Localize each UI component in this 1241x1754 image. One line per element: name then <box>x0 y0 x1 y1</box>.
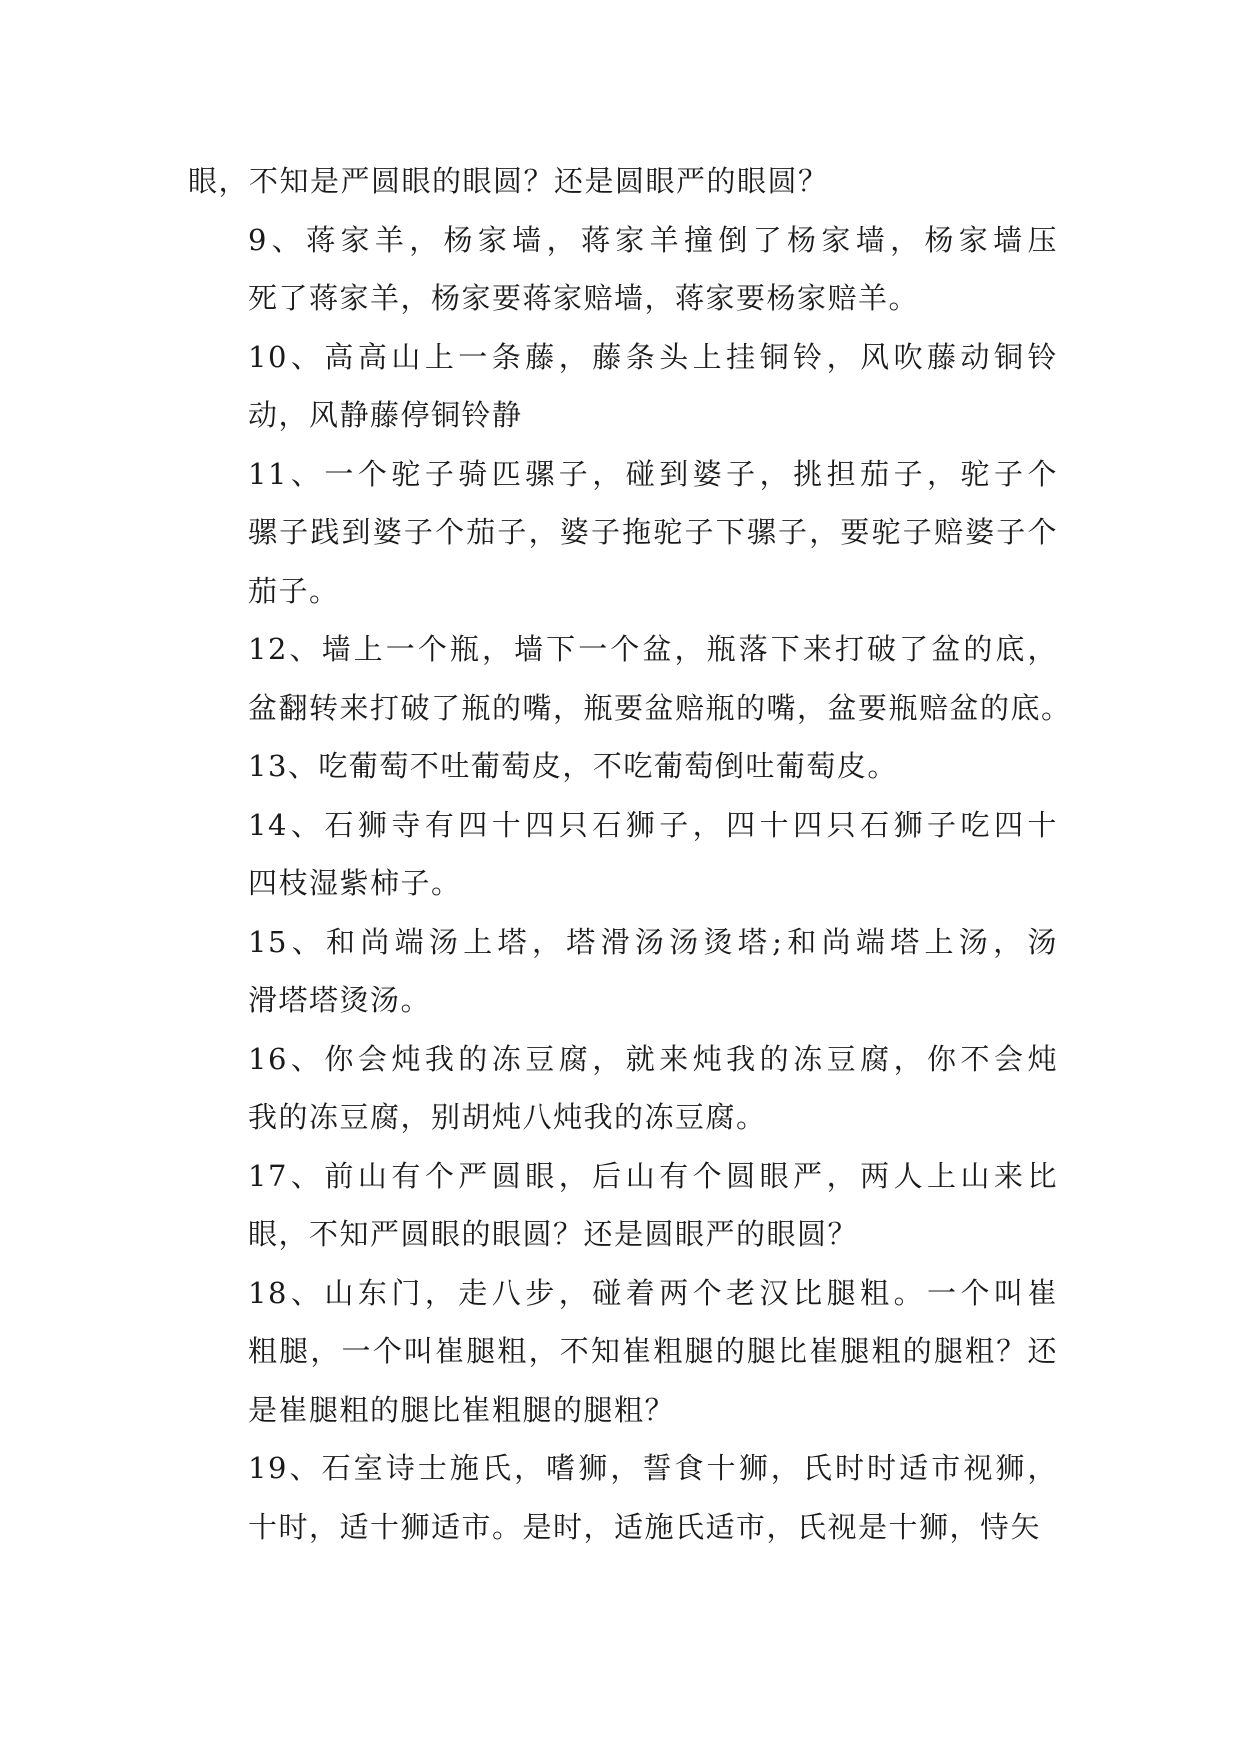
text-line: 滑塔塔烫汤。 <box>248 983 432 1017</box>
text-line: 12、墙上一个瓶，墙下一个盆，瓶落下来打破了盆的底， <box>248 632 1058 666</box>
paragraph <box>188 913 1058 1030</box>
text-line: 9、蒋家羊，杨家墙，蒋家羊撞倒了杨家墙，杨家墙压 <box>248 222 1058 257</box>
paragraph <box>188 737 1058 796</box>
text-line: 眼，不知是严圆眼的眼圆？还是圆眼严的眼圆？ <box>188 164 829 198</box>
text-line: 骡子践到婆子个茄子，婆子拖驼子下骡子，要驼子赔婆子个 <box>248 515 1058 549</box>
text-line: 我的冻豆腐，别胡炖八炖我的冻豆腐。 <box>248 1100 767 1134</box>
text-line: 死了蒋家羊，杨家要蒋家赔墙，蒋家要杨家赔羊。 <box>248 281 920 315</box>
document-body <box>188 152 1072 1556</box>
paragraph <box>188 1264 1058 1440</box>
text-line: 十时，适十狮适市。是时，适施氏适市，氏视是十狮，恃矢 <box>248 1509 1042 1544</box>
text-line: 茄子。 <box>248 573 340 608</box>
text-line: 10、高高山上一条藤，藤条头上挂铜铃，风吹藤动铜铃 <box>248 339 1058 374</box>
text-line: 是崔腿粗的腿比崔粗腿的腿粗？ <box>248 1392 676 1427</box>
text-line: 19、石室诗士施氏，嗜狮，誓食十狮，氏时时适市视狮， <box>248 1451 1058 1485</box>
paragraph <box>188 445 1058 621</box>
text-line: 13、吃葡萄不吐葡萄皮，不吃葡萄倒吐葡萄皮。 <box>248 749 898 783</box>
text-line: 15、和尚端汤上塔，塔滑汤汤烫塔;和尚端塔上汤，汤 <box>248 924 1058 959</box>
paragraph <box>188 1439 1058 1556</box>
text-line: 四枝湿紫柿子。 <box>248 866 462 900</box>
text-line: 粗腿，一个叫崔腿粗，不知崔粗腿的腿比崔腿粗的腿粗？还 <box>248 1334 1058 1368</box>
paragraph <box>188 1030 1058 1147</box>
text-line: 眼，不知严圆眼的眼圆？还是圆眼严的眼圆？ <box>248 1217 859 1251</box>
text-line: 动，风静藤停铜铃静 <box>248 398 523 432</box>
text-line: 17、前山有个严圆眼，后山有个圆眼严，两人上山来比 <box>248 1158 1058 1193</box>
paragraph <box>188 211 1058 328</box>
text-line: 11、一个驼子骑匹骡子，碰到婆子，挑担茄子，驼子个 <box>248 456 1058 491</box>
paragraph <box>188 796 1058 913</box>
paragraph <box>188 620 1072 737</box>
text-line: 14、石狮寺有四十四只石狮子，四十四只石狮子吃四十 <box>248 807 1058 842</box>
text-line: 盆翻转来打破了瓶的嘴，瓶要盆赔瓶的嘴，盆要瓶赔盆的底。 <box>248 690 1072 725</box>
text-line: 18、山东门，走八步，碰着两个老汉比腿粗。一个叫崔 <box>248 1275 1058 1310</box>
text-line: 16、你会炖我的冻豆腐，就来炖我的冻豆腐，你不会炖 <box>248 1041 1058 1076</box>
paragraph <box>188 152 1058 211</box>
paragraph <box>188 1147 1058 1264</box>
paragraph <box>188 328 1058 445</box>
